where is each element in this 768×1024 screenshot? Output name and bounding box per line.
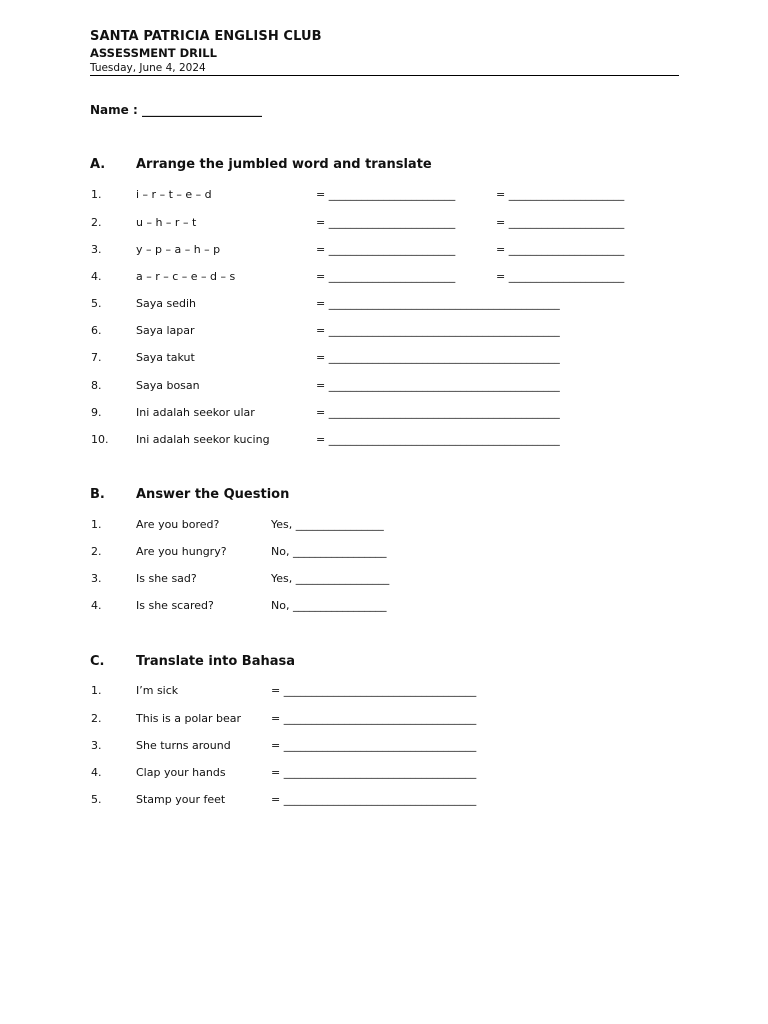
section-a-item-text: Ini adalah seekor ular [136,406,255,419]
section-c-item-text: Stamp your feet [136,793,226,806]
section-a-item-number: 3. [91,243,102,256]
section-a-item-text: Ini adalah seekor kucing [136,433,270,446]
name-field-label[interactable]: Name : ____________________ [90,103,262,117]
section-c-item-text: She turns around [136,739,231,752]
translation-blank[interactable]: = ___________________________________ [271,684,477,697]
answer-blank[interactable]: Yes, ________________ [271,518,384,531]
section-c-item-number: 2. [91,712,102,725]
translation-blank[interactable]: = _____________________ [496,243,625,256]
section-a-item-number: 8. [91,379,102,392]
section-c-item-number: 5. [91,793,102,806]
section-c-item-text: Clap your hands [136,766,226,779]
document-date: Tuesday, June 4, 2024 [90,62,206,74]
document-subtitle: ASSESSMENT DRILL [90,46,217,60]
section-a-item-number: 4. [91,270,102,283]
section-a-item-number: 5. [91,297,102,310]
header-divider [90,75,679,76]
document-title: SANTA PATRICIA ENGLISH CLUB [90,29,322,44]
translation-blank[interactable]: = ___________________________________ [271,793,477,806]
section-a-item-text: u – h – r – t [136,216,197,229]
translation-blank[interactable]: = _____________________ [496,188,625,201]
section-c-item-text: This is a polar bear [136,712,242,725]
section-a-item-text: i – r – t – e – d [136,188,212,201]
section-a-item-text: Saya sedih [136,297,196,310]
answer-blank[interactable]: = _______________________ [316,216,456,229]
section-a-item-text: a – r – c – e – d – s [136,270,236,283]
section-b-item-number: 2. [91,545,102,558]
section-c-item-number: 3. [91,739,102,752]
translation-blank[interactable]: = ___________________________________ [271,766,477,779]
section-b-item-number: 4. [91,599,102,612]
section-b-title: Answer the Question [136,487,290,502]
translation-blank[interactable]: = __________________________________________ [316,324,560,337]
translation-blank[interactable]: = _____________________ [496,270,625,283]
section-a-item-number: 7. [91,351,102,364]
translation-blank[interactable]: = __________________________________________ [316,379,560,392]
section-b-question: Are you hungry? [136,545,227,558]
translation-blank[interactable]: = ___________________________________ [271,739,477,752]
section-b-letter: B. [90,487,105,502]
section-a-item-text: y – p – a – h – p [136,243,221,256]
section-c-letter: C. [90,654,105,669]
section-a-item-text: Saya bosan [136,379,200,392]
section-a-title: Arrange the jumbled word and translate [136,157,432,172]
translation-blank[interactable]: = __________________________________________ [316,351,560,364]
section-a-letter: A. [90,157,106,172]
section-a-item-text: Saya takut [136,351,195,364]
answer-blank[interactable]: No, _________________ [271,545,387,558]
section-a-item-number: 9. [91,406,102,419]
section-b-item-number: 1. [91,518,102,531]
answer-blank[interactable]: No, _________________ [271,599,387,612]
answer-blank[interactable]: = _______________________ [316,270,456,283]
answer-blank[interactable]: Yes, _________________ [271,572,390,585]
section-c-item-text: I’m sick [136,684,179,697]
section-a-item-number: 2. [91,216,102,229]
translation-blank[interactable]: = __________________________________________ [316,433,560,446]
translation-blank[interactable]: = __________________________________________ [316,406,560,419]
section-a-item-number: 6. [91,324,102,337]
section-b-question: Is she sad? [136,572,197,585]
answer-blank[interactable]: = _______________________ [316,243,456,256]
section-c-title: Translate into Bahasa [136,654,296,669]
section-a-item-text: Saya lapar [136,324,195,337]
section-c-item-number: 4. [91,766,102,779]
translation-blank[interactable]: = __________________________________________ [316,297,560,310]
translation-blank[interactable]: = _____________________ [496,216,625,229]
translation-blank[interactable]: = ___________________________________ [271,712,477,725]
section-b-question: Is she scared? [136,599,214,612]
section-a-item-number: 1. [91,188,102,201]
section-c-item-number: 1. [91,684,102,697]
section-a-item-number: 10. [91,433,109,446]
section-b-question: Are you bored? [136,518,220,531]
section-b-item-number: 3. [91,572,102,585]
answer-blank[interactable]: = _______________________ [316,188,456,201]
